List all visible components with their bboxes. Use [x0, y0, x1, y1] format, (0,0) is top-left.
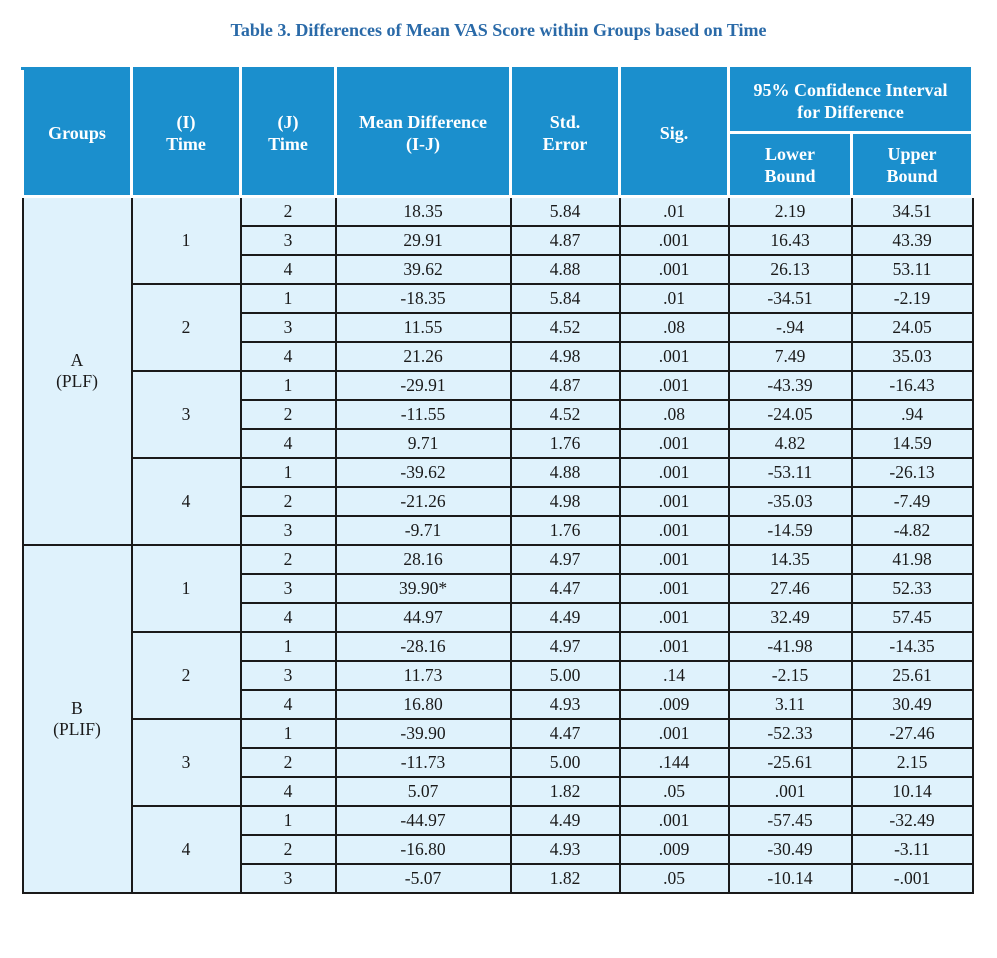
mean-difference-cell: -39.90 [336, 719, 511, 748]
std-error-cell: 4.88 [511, 255, 620, 284]
table-row [23, 806, 973, 835]
j-time-cell: 4 [241, 429, 336, 458]
j-time-cell: 4 [241, 690, 336, 719]
sig-cell: .001 [620, 545, 729, 574]
std-error-cell: 1.82 [511, 864, 620, 893]
group-letter: B [71, 698, 83, 718]
header-std-error-line2: Error [542, 133, 588, 154]
std-error-cell: 4.47 [511, 574, 620, 603]
table-row [23, 458, 973, 487]
upper-bound-cell: -26.13 [852, 458, 973, 487]
j-time-cell: 2 [241, 400, 336, 429]
lower-bound-cell: -34.51 [729, 284, 852, 313]
sig-cell: .001 [620, 255, 729, 284]
j-time-cell: 1 [241, 458, 336, 487]
upper-bound-cell: 41.98 [852, 545, 973, 574]
mean-difference-cell: -9.71 [336, 516, 511, 545]
header-lower-line2: Bound [764, 165, 816, 186]
header-confidence-interval [729, 69, 973, 133]
upper-bound-cell: -27.46 [852, 719, 973, 748]
sig-cell: .05 [620, 864, 729, 893]
i-time-cell: 1 [132, 545, 241, 632]
header-std-error [511, 69, 620, 197]
mean-difference-cell: 18.35 [336, 197, 511, 227]
upper-bound-cell: -2.19 [852, 284, 973, 313]
std-error-cell: 5.00 [511, 748, 620, 777]
table-body [23, 197, 973, 894]
j-time-cell: 1 [241, 806, 336, 835]
std-error-cell: 4.49 [511, 603, 620, 632]
j-time-cell: 1 [241, 632, 336, 661]
j-time-cell: 4 [241, 777, 336, 806]
upper-bound-cell: 14.59 [852, 429, 973, 458]
sig-cell: .01 [620, 197, 729, 227]
mean-difference-cell: 28.16 [336, 545, 511, 574]
j-time-cell: 3 [241, 313, 336, 342]
mean-difference-cell: 11.55 [336, 313, 511, 342]
lower-bound-cell: -43.39 [729, 371, 852, 400]
upper-bound-cell: 57.45 [852, 603, 973, 632]
mean-difference-cell: -18.35 [336, 284, 511, 313]
upper-bound-cell: -16.43 [852, 371, 973, 400]
lower-bound-cell: -25.61 [729, 748, 852, 777]
std-error-cell: 4.52 [511, 313, 620, 342]
i-time-cell: 4 [132, 806, 241, 893]
j-time-cell: 2 [241, 545, 336, 574]
table-row [23, 719, 973, 748]
header-upper-line2: Bound [886, 165, 938, 186]
lower-bound-cell: -52.33 [729, 719, 852, 748]
lower-bound-cell: 26.13 [729, 255, 852, 284]
group-procedure: (PLIF) [53, 719, 101, 739]
lower-bound-cell: -30.49 [729, 835, 852, 864]
std-error-cell: 5.00 [511, 661, 620, 690]
std-error-cell: 4.87 [511, 226, 620, 255]
group-cell [23, 197, 132, 546]
j-time-cell: 2 [241, 835, 336, 864]
std-error-cell: 1.82 [511, 777, 620, 806]
sig-cell: .001 [620, 603, 729, 632]
table-row [23, 197, 973, 227]
std-error-cell: 1.76 [511, 516, 620, 545]
std-error-cell: 5.84 [511, 284, 620, 313]
j-time-cell: 4 [241, 603, 336, 632]
header-upper-bound [852, 133, 973, 197]
sig-cell: .001 [620, 806, 729, 835]
upper-bound-cell: 24.05 [852, 313, 973, 342]
j-time-cell: 1 [241, 284, 336, 313]
sig-cell: .001 [620, 487, 729, 516]
i-time-cell: 3 [132, 371, 241, 458]
sig-cell: .144 [620, 748, 729, 777]
lower-bound-cell: -35.03 [729, 487, 852, 516]
upper-bound-cell: -7.49 [852, 487, 973, 516]
upper-bound-cell: 2.15 [852, 748, 973, 777]
std-error-cell: 5.84 [511, 197, 620, 227]
sig-cell: .001 [620, 632, 729, 661]
table-row [23, 545, 973, 574]
header-mean-difference-line2: (I-J) [406, 133, 440, 154]
std-error-cell: 4.93 [511, 835, 620, 864]
sig-cell: .001 [620, 429, 729, 458]
header-lower-line1: Lower [765, 143, 815, 164]
sig-cell: .001 [620, 371, 729, 400]
header-groups [23, 69, 132, 197]
sig-cell: .01 [620, 284, 729, 313]
table-caption: Table 3. Differences of Mean VAS Score within Groups based on Time [230, 20, 767, 40]
j-time-cell: 4 [241, 255, 336, 284]
upper-bound-cell: -.001 [852, 864, 973, 893]
mean-difference-cell: -21.26 [336, 487, 511, 516]
std-error-cell: 4.88 [511, 458, 620, 487]
mean-difference-cell: -28.16 [336, 632, 511, 661]
mean-difference-cell: 44.97 [336, 603, 511, 632]
header-j-time-line2: Time [268, 133, 308, 154]
j-time-cell: 2 [241, 748, 336, 777]
std-error-cell: 4.52 [511, 400, 620, 429]
std-error-cell: 4.97 [511, 632, 620, 661]
sig-cell: .009 [620, 835, 729, 864]
std-error-cell: 4.47 [511, 719, 620, 748]
header-ci-line2: for Difference [797, 101, 904, 122]
lower-bound-cell: -57.45 [729, 806, 852, 835]
j-time-cell: 1 [241, 719, 336, 748]
sig-cell: .001 [620, 342, 729, 371]
sig-cell: .08 [620, 400, 729, 429]
upper-bound-cell: -32.49 [852, 806, 973, 835]
j-time-cell: 2 [241, 487, 336, 516]
mean-difference-cell: 16.80 [336, 690, 511, 719]
header-i-time [132, 69, 241, 197]
mean-difference-cell: 39.90* [336, 574, 511, 603]
i-time-cell: 3 [132, 719, 241, 806]
sig-cell: .14 [620, 661, 729, 690]
sig-cell: .009 [620, 690, 729, 719]
lower-bound-cell: 27.46 [729, 574, 852, 603]
std-error-cell: 4.98 [511, 487, 620, 516]
header-sig [620, 69, 729, 197]
header-i-time-line2: Time [166, 133, 206, 154]
group-cell [23, 545, 132, 893]
table-row [23, 632, 973, 661]
group-letter: A [70, 350, 84, 370]
upper-bound-cell: -4.82 [852, 516, 973, 545]
header-j-time [241, 69, 336, 197]
mean-difference-cell: -39.62 [336, 458, 511, 487]
std-error-cell: 4.98 [511, 342, 620, 371]
i-time-cell: 2 [132, 632, 241, 719]
mean-difference-cell: 5.07 [336, 777, 511, 806]
header-i-time-line1: (I) [176, 111, 196, 132]
sig-cell: .001 [620, 574, 729, 603]
lower-bound-cell: 16.43 [729, 226, 852, 255]
lower-bound-cell: 3.11 [729, 690, 852, 719]
header-sig-label: Sig. [659, 122, 689, 143]
sig-cell: .05 [620, 777, 729, 806]
lower-bound-cell: -.94 [729, 313, 852, 342]
upper-bound-cell: 10.14 [852, 777, 973, 806]
header-mean-difference [336, 69, 511, 197]
std-error-cell: 4.93 [511, 690, 620, 719]
lower-bound-cell: -41.98 [729, 632, 852, 661]
upper-bound-cell: -3.11 [852, 835, 973, 864]
lower-bound-cell: .001 [729, 777, 852, 806]
lower-bound-cell: 4.82 [729, 429, 852, 458]
mean-difference-cell: -5.07 [336, 864, 511, 893]
sig-cell: .001 [620, 516, 729, 545]
j-time-cell: 3 [241, 574, 336, 603]
mean-difference-cell: -29.91 [336, 371, 511, 400]
header-std-error-line1: Std. [549, 111, 581, 132]
std-error-cell: 4.49 [511, 806, 620, 835]
upper-bound-cell: 35.03 [852, 342, 973, 371]
j-time-cell: 1 [241, 371, 336, 400]
mean-difference-cell: -11.73 [336, 748, 511, 777]
std-error-cell: 4.87 [511, 371, 620, 400]
upper-bound-cell: 30.49 [852, 690, 973, 719]
mean-difference-cell: -11.55 [336, 400, 511, 429]
lower-bound-cell: -2.15 [729, 661, 852, 690]
j-time-cell: 3 [241, 516, 336, 545]
mean-difference-cell: 39.62 [336, 255, 511, 284]
upper-bound-cell: .94 [852, 400, 973, 429]
header-mean-difference-line1: Mean Difference [358, 111, 488, 132]
upper-bound-cell: 53.11 [852, 255, 973, 284]
mean-difference-cell: 21.26 [336, 342, 511, 371]
sig-cell: .001 [620, 719, 729, 748]
mean-difference-cell: -44.97 [336, 806, 511, 835]
j-time-cell: 3 [241, 661, 336, 690]
header-upper-line1: Upper [887, 143, 937, 164]
header-groups-label: Groups [48, 122, 106, 143]
upper-bound-cell: -14.35 [852, 632, 973, 661]
upper-bound-cell: 25.61 [852, 661, 973, 690]
lower-bound-cell: -10.14 [729, 864, 852, 893]
std-error-cell: 4.97 [511, 545, 620, 574]
group-procedure: (PLF) [56, 371, 98, 391]
lower-bound-cell: -53.11 [729, 458, 852, 487]
sig-cell: .001 [620, 226, 729, 255]
i-time-cell: 1 [132, 197, 241, 285]
sig-cell: .001 [620, 458, 729, 487]
upper-bound-cell: 43.39 [852, 226, 973, 255]
lower-bound-cell: 2.19 [729, 197, 852, 227]
vas-differences-table [21, 67, 974, 894]
i-time-cell: 2 [132, 284, 241, 371]
table-row [23, 284, 973, 313]
j-time-cell: 2 [241, 197, 336, 227]
std-error-cell: 1.76 [511, 429, 620, 458]
mean-difference-cell: 11.73 [336, 661, 511, 690]
header-ci-line1: 95% Confidence Interval [753, 79, 948, 100]
j-time-cell: 3 [241, 226, 336, 255]
upper-bound-cell: 52.33 [852, 574, 973, 603]
i-time-cell: 4 [132, 458, 241, 545]
lower-bound-cell: -14.59 [729, 516, 852, 545]
mean-difference-cell: 9.71 [336, 429, 511, 458]
header-lower-bound [729, 133, 852, 197]
header-j-time-line1: (J) [277, 111, 299, 132]
lower-bound-cell: 32.49 [729, 603, 852, 632]
upper-bound-cell: 34.51 [852, 197, 973, 227]
mean-difference-cell: 29.91 [336, 226, 511, 255]
mean-difference-cell: -16.80 [336, 835, 511, 864]
table-header [23, 69, 973, 197]
lower-bound-cell: -24.05 [729, 400, 852, 429]
table-row [23, 371, 973, 400]
j-time-cell: 3 [241, 864, 336, 893]
j-time-cell: 4 [241, 342, 336, 371]
lower-bound-cell: 14.35 [729, 545, 852, 574]
lower-bound-cell: 7.49 [729, 342, 852, 371]
sig-cell: .08 [620, 313, 729, 342]
